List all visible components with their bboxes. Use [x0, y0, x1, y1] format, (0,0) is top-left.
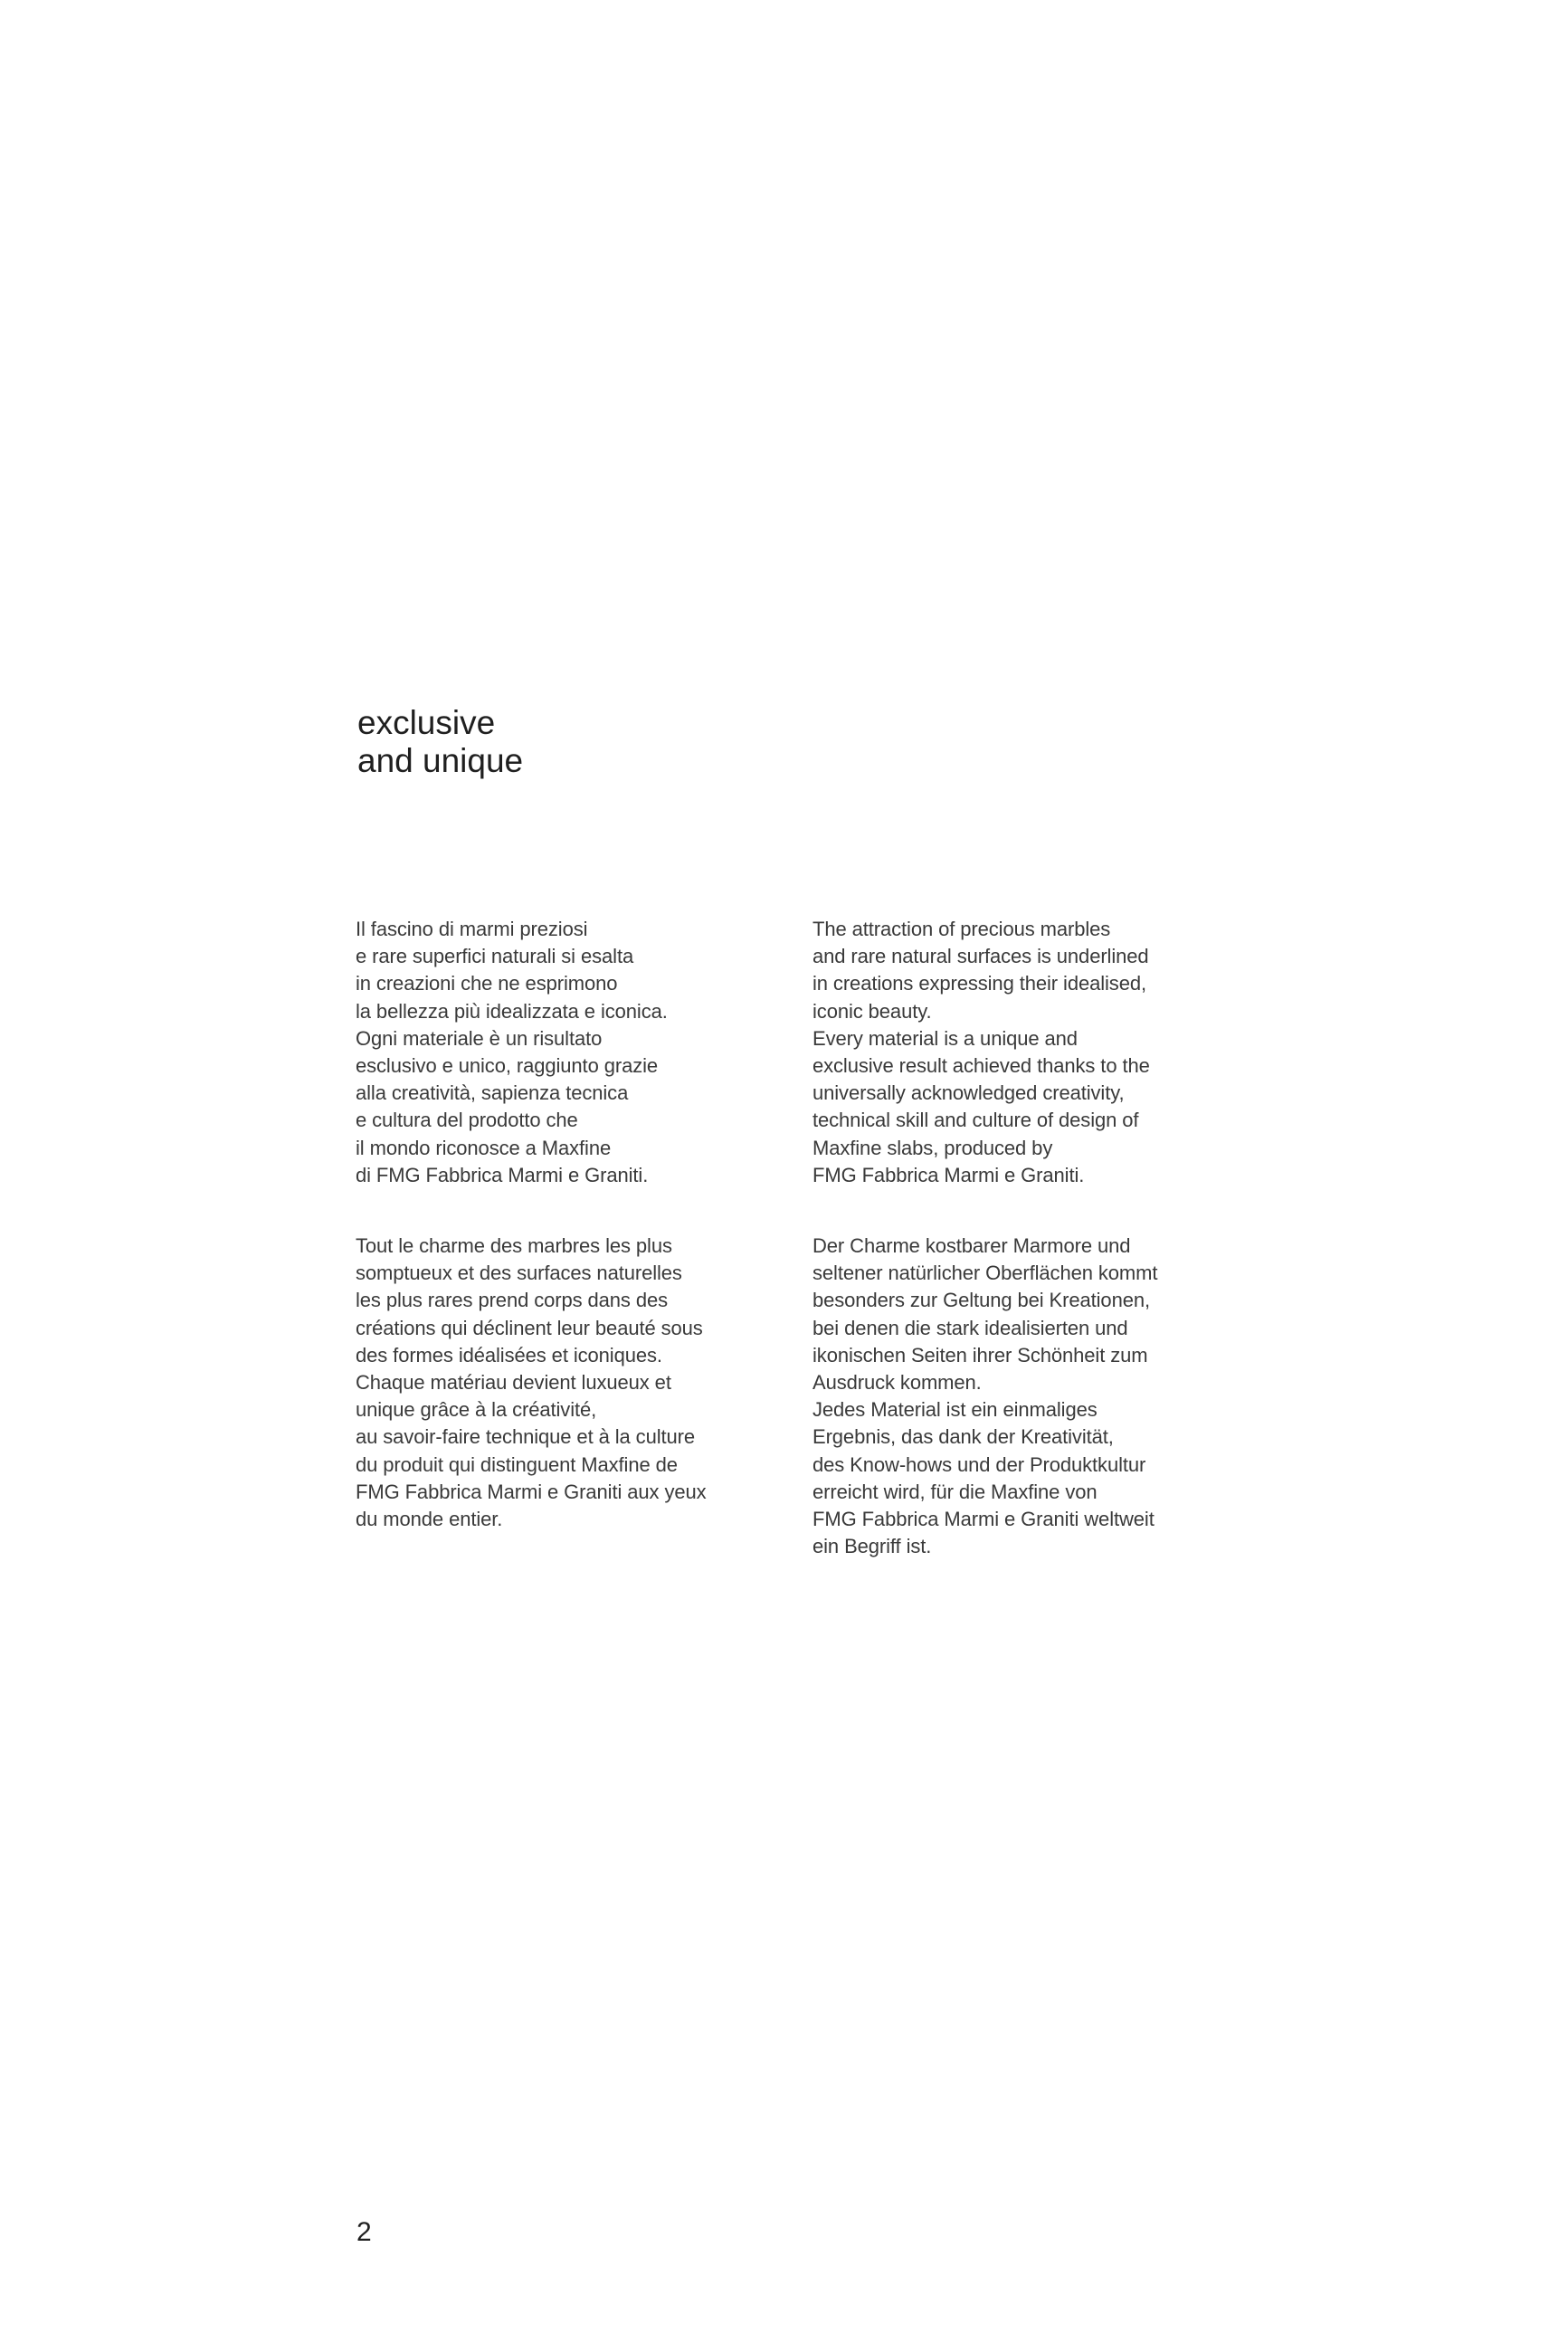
text-line: exclusive result achieved thanks to the: [813, 1054, 1150, 1078]
german-text-block: [813, 1233, 1238, 1560]
text-line: Ogni materiale è un risultato: [356, 1026, 603, 1050]
text-line: la bellezza più idealizzata e iconica.: [356, 999, 668, 1023]
text-line: universally acknowledged creativity,: [813, 1081, 1125, 1105]
text-line: iconic beauty.: [813, 999, 932, 1023]
text-line: Der Charme kostbarer Marmore und: [813, 1234, 1131, 1257]
text-line: seltener natürlicher Oberflächen kommt: [813, 1262, 1158, 1285]
text-line: in creazioni che ne esprimono: [356, 972, 618, 995]
text-line: des Know-hows und der Produktkultur: [813, 1452, 1146, 1476]
text-line: The attraction of precious marbles: [813, 918, 1111, 940]
page-number: 2: [356, 2217, 372, 2247]
text-line: du monde entier.: [356, 1508, 503, 1531]
text-line: in creations expressing their idealised,: [813, 972, 1146, 995]
text-line: bei denen die stark idealisierten und: [813, 1316, 1128, 1339]
text-line: Ausdruck kommen.: [813, 1371, 982, 1395]
text-line: des formes idéalisées et iconiques.: [356, 1343, 662, 1366]
text-line: Chaque matériau devient luxueux et: [356, 1371, 671, 1395]
text-line: au savoir-faire technique et à la culture: [356, 1425, 696, 1449]
text-line: Tout le charme des marbres les plus: [356, 1234, 672, 1257]
heading-line: exclusive: [357, 704, 496, 741]
french-text-block: [356, 1233, 781, 1533]
text-line: di FMG Fabbrica Marmi e Graniti.: [356, 1163, 649, 1186]
text-line: alla creatività, sapienza tecnica: [356, 1081, 629, 1105]
text-line: and rare natural surfaces is underlined: [813, 945, 1149, 968]
text-line: esclusivo e unico, raggiunto grazie: [356, 1054, 659, 1078]
text-line: Maxfine slabs, produced by: [813, 1136, 1053, 1159]
text-line: Every material is a unique and: [813, 1026, 1078, 1050]
text-line: besonders zur Geltung bei Kreationen,: [813, 1289, 1150, 1312]
text-line: les plus rares prend corps dans des: [356, 1289, 669, 1312]
text-line: e cultura del prodotto che: [356, 1109, 578, 1132]
text-line: Ergebnis, das dank der Kreativität,: [813, 1425, 1114, 1449]
text-line: somptueux et des surfaces naturelles: [356, 1262, 682, 1285]
english-text-block: [813, 916, 1238, 1189]
text-line: ikonischen Seiten ihrer Schönheit zum: [813, 1343, 1148, 1366]
text-line: FMG Fabbrica Marmi e Graniti weltweit: [813, 1508, 1155, 1531]
italian-text-block: [356, 916, 781, 1189]
text-line: Jedes Material ist ein einmaliges: [813, 1398, 1098, 1422]
text-line: du produit qui distinguent Maxfine de: [356, 1452, 678, 1476]
text-line: créations qui déclinent leur beauté sous: [356, 1316, 703, 1339]
heading-line: and unique: [357, 742, 524, 779]
text-line: FMG Fabbrica Marmi e Graniti.: [813, 1163, 1085, 1186]
text-line: FMG Fabbrica Marmi e Graniti aux yeux: [356, 1480, 707, 1503]
text-line: e rare superfici naturali si esalta: [356, 945, 634, 968]
text-line: technical skill and culture of design of: [813, 1109, 1139, 1132]
text-line: erreicht wird, für die Maxfine von: [813, 1480, 1098, 1503]
text-line: ein Begriff ist.: [813, 1535, 932, 1558]
page-heading: [357, 704, 900, 780]
text-line: il mondo riconosce a Maxfine: [356, 1136, 612, 1159]
text-line: Il fascino di marmi preziosi: [356, 918, 588, 940]
text-line: unique grâce à la créativité,: [356, 1398, 597, 1422]
